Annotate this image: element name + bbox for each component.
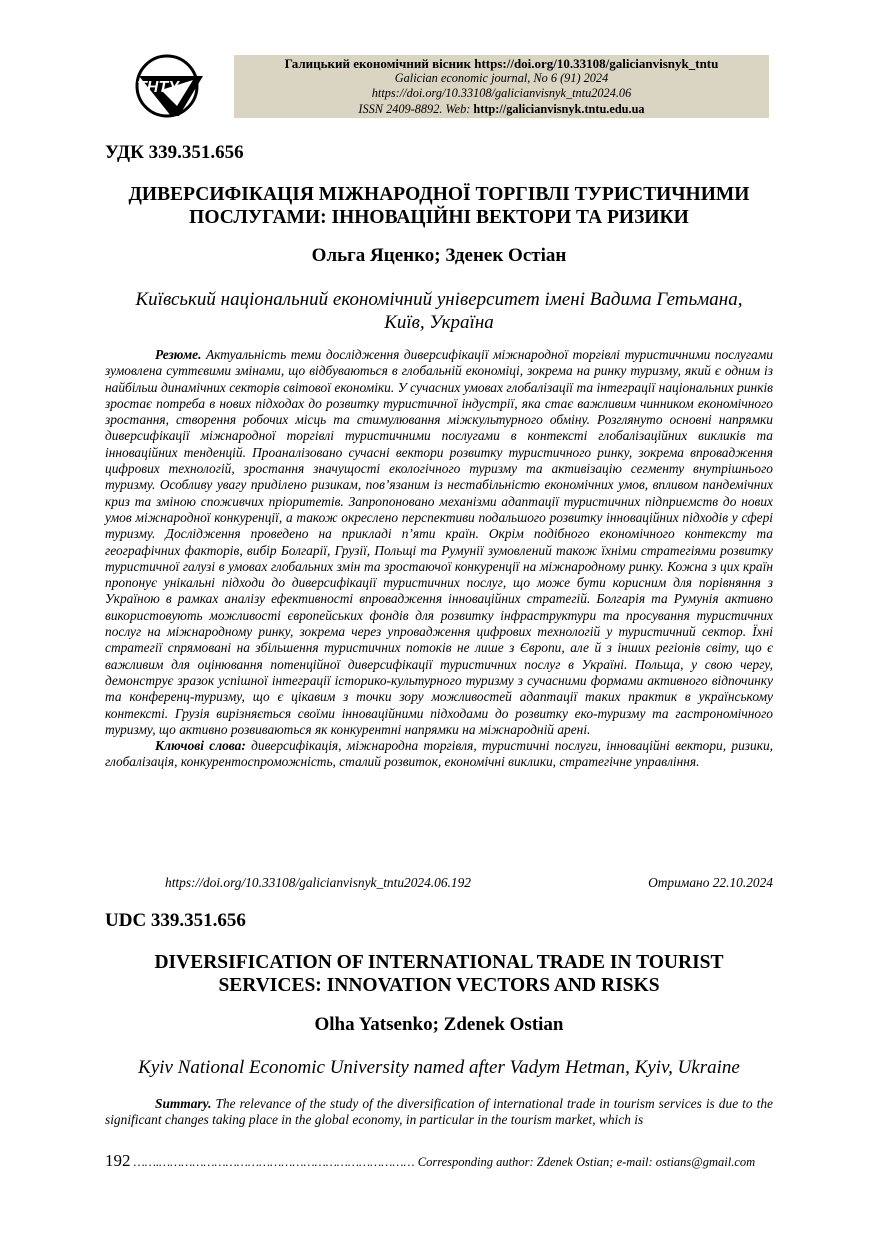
article-doi[interactable]: https://doi.org/10.33108/galicianvisnyk_tntu2024.06.192 xyxy=(165,875,471,890)
authors-ua: Ольга Яценко; Зденек Остіан xyxy=(311,245,567,266)
affiliation-en: Kyiv National Economic University named after Vadym Hetman, Kyiv, Ukraine xyxy=(138,1057,740,1078)
journal-web-link[interactable]: http://galicianvisnyk.tntu.edu.ua xyxy=(473,101,645,116)
received-date: Отримано 22.10.2024 xyxy=(648,875,773,890)
udc-en: UDC 339.351.656 xyxy=(105,910,246,931)
summary-en xyxy=(105,1096,773,1129)
title-en: DIVERSIFICATION OF INTERNATIONAL TRADE IN TOURIST SERVICES: INNOVATION VECTORS AND RISKS xyxy=(154,952,724,996)
summary-paragraph: Summary. The relevance of the study of the diversification of international trade in tourism services is due to the significant changes taking place in the global economy, in particular in the tourism market, which is xyxy=(105,1096,773,1128)
journal-doi: https://doi.org/10.33108/galicianvisnyk_tntu2024.06 xyxy=(371,86,632,101)
affiliation-ua: Київський національний економічний університет імені Вадима Гетьмана, Київ, Україна xyxy=(135,289,743,333)
journal-header xyxy=(234,55,769,118)
udc-ua: УДК 339.351.656 xyxy=(105,142,244,163)
journal-title-en: Galician economic journal, No 6 (91) 2024 xyxy=(394,71,609,86)
tntu-logo xyxy=(133,54,209,118)
logo-text: ТНТУ xyxy=(137,79,179,96)
keywords-paragraph: Ключові слова: диверсифікація, міжнародна торгівля, туристичні послуги, інноваційні вектори, ризики, глобалізація, конкурентоспроможність, сталий розвиток, економічні виклики, стратегічне управління. xyxy=(105,738,773,770)
corresponding-author: Corresponding author: Zdenek Ostian; e-mail: ostians@gmail.com xyxy=(414,1155,756,1169)
journal-title-ua: Галицький економічний вісник https://doi.org/10.33108/galicianvisnyk_tntu xyxy=(284,56,719,71)
abstract-paragraph: Резюме. Актуальність теми дослідження диверсифікації міжнародної торгівлі туристичними послугами зумовлена суттєвими змінами, що відбуваються в глобальній економіці, зокрема на ринку туризму, який є одним із найбільш динамічних секторів світової економіки. У сучасних умовах глобалізації та інтеграції національних ринків зростає потреба в нових підходах до розвитку туристичної індустрії, яка стає важливим чинником економічного зростання, створення робочих місць та стимулювання міжкультурного обміну. Розглянуто основні напрямки диверсифікації міжнародної торгівлі туристичними послугами в контексті глобалізаційних викликів та інноваційних тенденцій. Проаналізовано сучасні вектори розвитку туристичного ринку, зокрема впровадження цифрових технологій, зростання значущості екологічного туризму та активізацію сегменту внутрішнього туризму. Особливу увагу приділено ризикам, пов’язаним із нестабільністю економічних умов, впливом пандемічних криз та зміною споживчих пріоритетів. Запропоновано механізми адаптації туристичних підприємств до нових умов міжнародної конкуренції, а також окреслено перспективи подальшого розвитку інноваційних підходів у сфері туризму. Дослідження проведено на прикладі п’яти країн. Окрім подібного економічного контексту та географічних факторів, вибір Болгарії, Грузії, Польщі та Румунії зумовлений також їхніми стратегіями розвитку туристичної галузі в умовах глобальних змін та зростаючої конкуренції на міжнародному ринку. Кожна з цих країн пропонує унікальні підходи до диверсифікації туристичних послуг, що може бути корисним для порівняння з Україною в рамках аналізу ефективності впровадження інноваційних стратегій. Болгарія та Румунія активно використовують можливості європейських фондів для розвитку інфраструктури та просування туристичних послуг на міжнародному ринку, зокрема через упровадження цифрових технологій у туристичний сектор. Їхні стратегії спрямовані на збільшення туристичних потоків не лише з Європи, але й з інших регіонів світу, що є важливим для оцінювання потенційної диверсифікації туристичних послуг в Україні. Польща, у свою чергу, демонструє зразок успішної інтеграції історико-культурного туризму з сучасними формами активного відпочинку та конференц-туризму, що є цікавим з точки зору можливостей адаптації таких практик в українському контексті. Грузія вирізняється своїми інноваційними підходами до розвитку еко-туризму та гастрономічного туризму, що активно розвиваються як конкурентні напрямки на міжнародній арені. xyxy=(105,347,773,737)
footer-dots: …….…………………………………………………………… xyxy=(130,1155,415,1169)
title-ua: ДИВЕРСИФІКАЦІЯ МІЖНАРОДНОЇ ТОРГІВЛІ ТУРИСТИЧНИМИ ПОСЛУГАМИ: ІННОВАЦІЙНІ ВЕКТОРИ ТА РИЗИКИ xyxy=(128,184,750,228)
abstract-ua xyxy=(105,347,773,771)
journal-issn: ISSN 2409-8892. Web: http://galicianvisnyk.tntu.edu.ua xyxy=(358,101,645,116)
authors-en: Olha Yatsenko; Zdenek Ostian xyxy=(314,1014,564,1035)
page-footer xyxy=(105,1151,773,1171)
page-number: 192 xyxy=(105,1151,131,1170)
